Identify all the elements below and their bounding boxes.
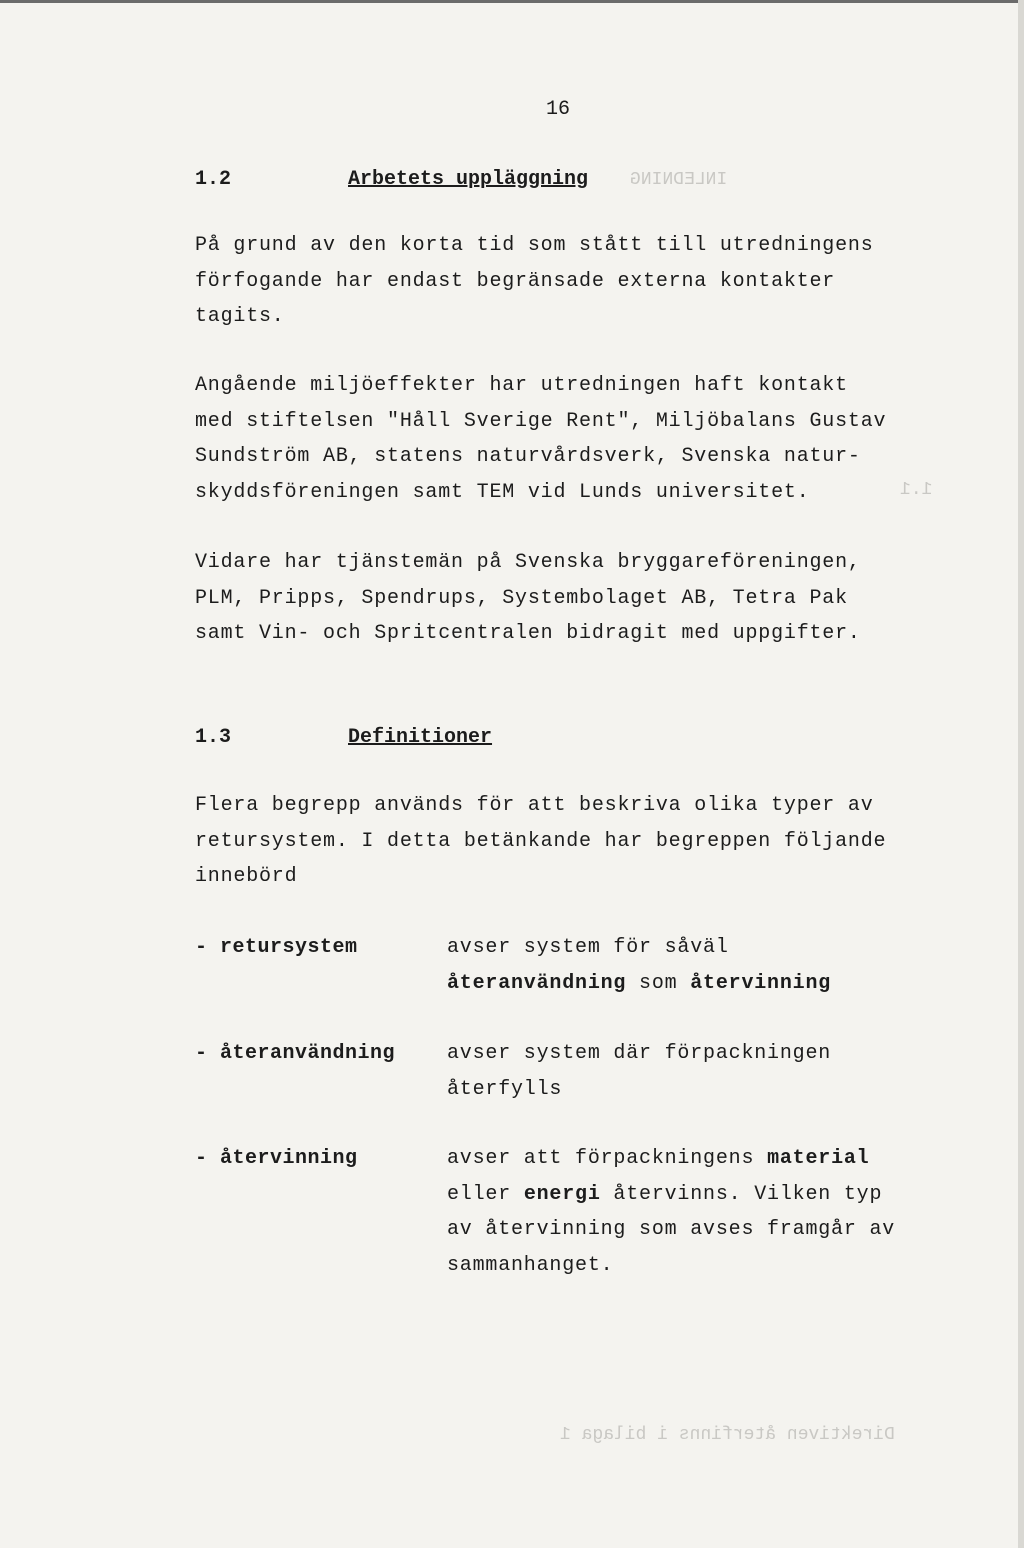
section-title: Definitioner [348, 726, 493, 749]
text-line: Flera begrepp används för att beskriva olika typer av [195, 794, 874, 817]
definition-description [447, 930, 967, 1001]
text-run: eller [447, 1182, 524, 1206]
section-number: 1.3 [195, 726, 232, 749]
text-run: återfylls [447, 1077, 563, 1101]
text-line: samt Vin- och Spritcentralen bidragit med uppgifter. [195, 622, 861, 645]
text-run: som [626, 971, 691, 995]
text-line: Sundström AB, statens naturvårdsverk, Svenska natur- [195, 445, 861, 468]
text-run: avser att förpackningens [447, 1147, 768, 1170]
emphasized-term: material [767, 1147, 870, 1170]
text-line: skyddsföreningen samt TEM vid Lunds universitet. [195, 480, 810, 504]
definition-description-line [447, 966, 967, 1002]
definition-description-line [447, 1177, 967, 1213]
text-run: sammanhanget. [447, 1253, 614, 1277]
paragraph-external-contacts [195, 228, 965, 335]
definition-description-line [447, 1248, 967, 1284]
text-line: Angående miljöeffekter har utredningen haft kontakt [195, 374, 848, 397]
paragraph-industry-contacts [195, 545, 965, 652]
emphasized-term: energi [523, 1182, 601, 1206]
text-line: retursystem. I detta betänkande har begreppen följande [195, 829, 887, 853]
text-run: återvinns. Vilken typ [600, 1182, 883, 1206]
definition-description-line [447, 1212, 967, 1248]
text-line: med stiftelsen "Håll Sverige Rent", Miljöbalans Gustav [195, 409, 887, 433]
text-line: tagits. [195, 305, 285, 328]
paragraph-environmental-contacts [195, 368, 965, 510]
scan-right-edge [1018, 0, 1024, 1548]
show-through-text: INLEDNING [630, 170, 728, 190]
definition-description-line [447, 930, 967, 966]
emphasized-term: återanvändning [447, 971, 627, 995]
emphasized-term: återvinning [690, 971, 832, 995]
paragraph-definitions-intro [195, 788, 965, 895]
page-number: 16 [546, 98, 571, 121]
definition-description-line [447, 1141, 967, 1177]
text-line: förfogande har endast begränsade externa kontakter [195, 269, 836, 293]
text-line: innebörd [195, 865, 298, 888]
scan-top-edge [0, 0, 1024, 3]
definition-description [447, 1141, 967, 1283]
definition-description-line [447, 1072, 967, 1108]
text-run: av återvinning som avses framgår av [447, 1218, 896, 1241]
text-line: PLM, Pripps, Spendrups, Systembolaget AB, Tetra Pak [195, 586, 848, 610]
text-run: avser system där förpackningen [447, 1042, 832, 1065]
definition-description-line [447, 1036, 967, 1072]
definition-term: - återvinning [195, 1147, 358, 1170]
text-line: På grund av den korta tid som stått till utredningens [195, 234, 874, 257]
section-number: 1.2 [195, 168, 232, 191]
definition-term: - retursystem [195, 936, 358, 959]
show-through-text: 1.1 [900, 480, 933, 500]
definition-term: - återanvändning [195, 1042, 396, 1065]
show-through-text: Direktiven återfinns i bilaga 1 [560, 1425, 895, 1445]
section-title: Arbetets uppläggning [348, 168, 589, 191]
text-line: Vidare har tjänstemän på Svenska bryggareföreningen, [195, 551, 861, 574]
definition-description [447, 1036, 967, 1107]
text-run: avser system för såväl [447, 936, 729, 959]
